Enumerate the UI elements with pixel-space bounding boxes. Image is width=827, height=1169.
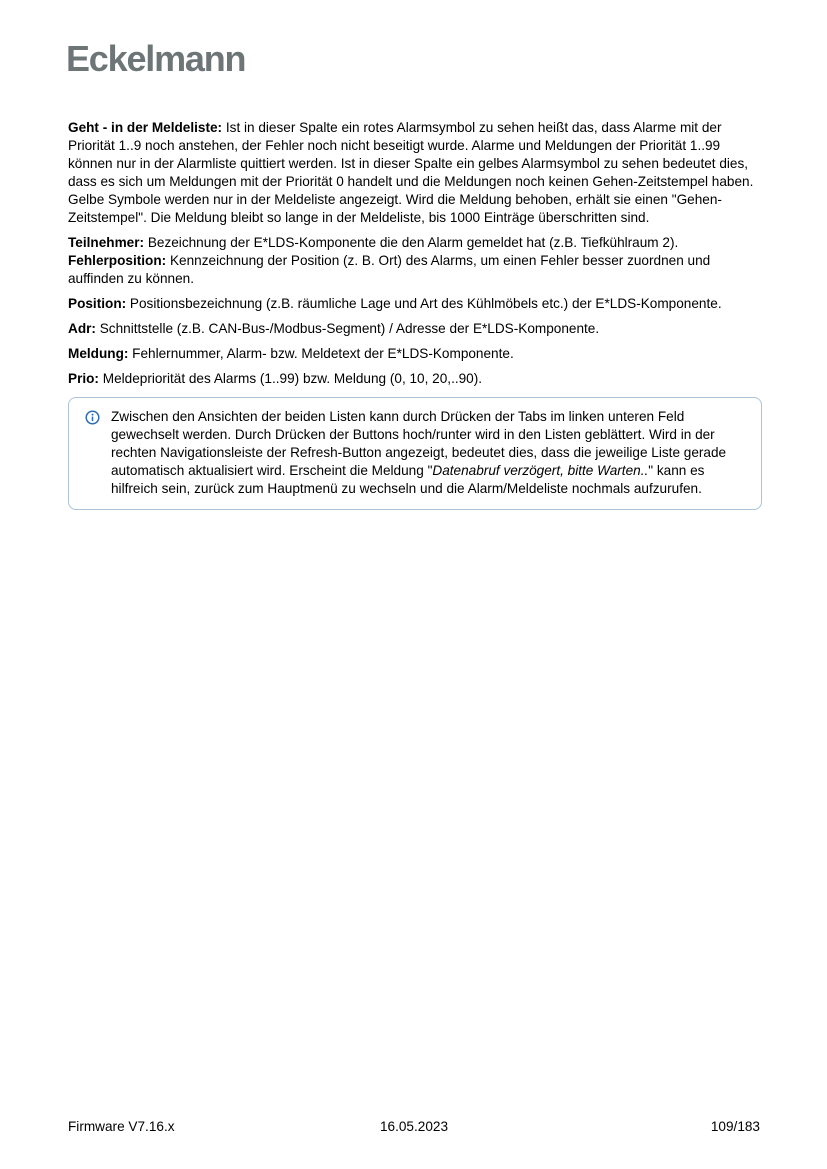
bold-lead: Fehlerposition: [68,253,167,268]
footer-firmware-version: Firmware V7.16.x [68,1119,175,1134]
text-run: Positionsbezeichnung (z.B. räumliche Lage und Art des Kühlmöbels etc.) der E*LDS-Komponente. [126,296,722,311]
text-run: Schnittstelle (z.B. CAN-Bus-/Modbus-Segment) / Adresse der E*LDS-Komponente. [95,321,600,336]
paragraph [68,370,762,388]
paragraph [68,320,762,338]
info-icon [85,410,100,425]
eckelmann-logo: Eckelmann [66,38,246,79]
bold-lead: Teilnehmer: [68,235,145,250]
page-footer [68,1118,760,1136]
text-run: Bezeichnung der E*LDS-Komponente die den Alarm gemeldet hat (z.B. Tiefkühlraum 2). [144,235,679,250]
info-box [68,397,762,510]
paragraph [68,234,762,252]
paragraph [68,252,762,288]
bold-lead: Prio: [68,371,99,386]
text-run: Kennzeichnung der Position (z. B. Ort) des Alarms, um einen Fehler besser zuordnen und auffinden zu können. [68,253,711,286]
bold-lead: Geht - in der Meldeliste: [68,120,223,135]
text-run: Ist in dieser Spalte ein rotes Alarmsymbol zu sehen heißt das, dass Alarme mit der Priorität 1..9 noch anstehen, der Fehler noch nicht beseitigt wurde. Alarme und Meldungen der Priorität 1..99 können nur in der Alarmliste quittiert werden. Ist in dieser Spalte ein gelbes Alarmsymbol zu sehen bedeutet dies, dass es sich um Meldungen mit der Priorität 0 handelt und die Meldungen noch keinen Gehen-Zeitstempel haben. Gelbe Symbole werden nur in der Meldeliste angezeigt. Wird die Meldung behoben, erhält sie einen "Gehen-Zeitstempel". Die Meldung bleibt so lange in der Meldeliste, bis 1000 Einträge überschritten sind. [68,120,754,225]
bold-lead: Position: [68,296,127,311]
italic-text: Datenabruf verzögert, bitte Warten.. [432,463,649,478]
paragraph [68,119,762,227]
bold-lead: Adr: [68,321,96,336]
bold-lead: Meldung: [68,346,129,361]
body-paragraphs [68,119,762,388]
text-run: Meldepriorität des Alarms (1..99) bzw. Meldung (0, 10, 20,..90). [98,371,483,386]
paragraph [68,345,762,363]
text-run: Zwischen den Ansichten der beiden Listen kann durch Drücken der Tabs im linken unteren Feld gewechselt werden. Durch Drücken der Buttons hoch/runter wird in den Listen geblättert. Wird in der rechten Navigationsleiste der Refresh-Button angezeigt, bedeutet dies, dass die jeweilige Liste gerade automatisch aktualisiert wird. Erscheint die Meldung " [111,409,727,478]
info-box-text [111,408,747,498]
footer-page-number: 109/183 [710,1119,760,1134]
footer-date: 16.05.2023 [379,1119,449,1134]
text-run: " kann es hilfreich sein, zurück zum Hauptmenü zu wechseln und die Alarm/Meldeliste nochmals aufzurufen. [111,463,705,496]
content-area [68,119,762,510]
paragraph [68,295,762,313]
text-run: Fehlernummer, Alarm- bzw. Meldetext der E*LDS-Komponente. [128,346,514,361]
